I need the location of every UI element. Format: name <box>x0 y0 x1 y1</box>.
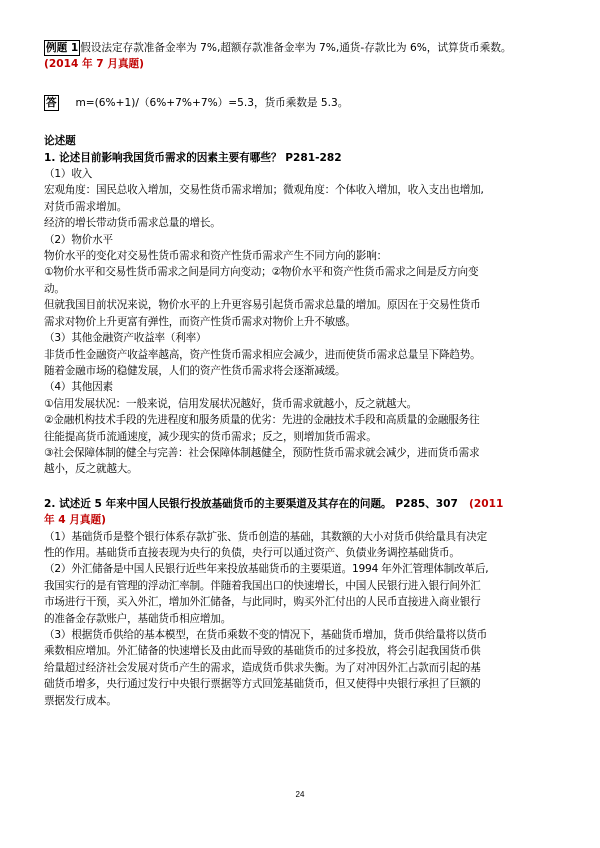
q1-line: 越小，反之就越大。 <box>44 463 138 476</box>
q2-line: 乘数相应增加。外汇储备的快速增长及由此而导致的基础货币的过多投放，将会引起我国货币供 <box>44 645 481 658</box>
example-source: (2014 年 7 月真题) <box>44 58 144 71</box>
q1-line: （2）物价水平 <box>44 233 113 246</box>
q2-title-line <box>44 496 559 512</box>
q1-line: ①信用发展状况：一般来说，信用发展状况越好，货币需求就越小，反之就越大。 <box>44 397 418 410</box>
q1-line: （1）收入 <box>44 168 93 181</box>
q1-line: 但就我国目前状况来说，物价水平的上升更容易引起货币需求总量的增加。原因在于交易性货币 <box>44 299 481 312</box>
q2-line: 市场进行干预，买入外汇，增加外汇储备，与此同时，购买外汇付出的人民币直接进入商业银行 <box>44 596 481 609</box>
q1-line: ③社会保障体制的健全与完善：社会保障体制越健全，预防性货币需求就会减少，进而货币需求 <box>44 446 480 459</box>
q2-line: 给量超过经济社会发展对货币产生的需求，造成货币供求失衡。为了对冲因外汇占款而引起的基 <box>44 661 481 674</box>
q2-source: (2011 <box>469 497 504 510</box>
q2-line: 票据发行成本。 <box>44 694 117 707</box>
q2-content <box>44 529 559 709</box>
q2-line: 我国实行的是有管理的浮动汇率制。伴随着我国出口的快速增长，中国人民银行进入银行间外汇 <box>44 579 481 592</box>
q2-line: （2）外汇储备是中国人民银行近些年来投放基础货币的主要渠道。1994 年外汇管理体制改革后, <box>44 563 489 576</box>
q1-line: 需求对物价上升更富有弹性，而资产性货币需求对物价上升不敏感。 <box>44 315 356 328</box>
q1-line: （3）其他金融资产收益率（利率） <box>44 332 207 345</box>
q1-line: 往能提高货币流通速度，减少现实的货币需求；反之，则增加货币需求。 <box>44 430 377 443</box>
q2-line: （3）根据货币供给的基本模型，在货币乘数不变的情况下，基础货币增加，货币供给量将以货币 <box>44 629 488 641</box>
q1-line: 物价水平的变化对交易性货币需求和资产性货币需求产生不同方向的影响： <box>44 250 387 263</box>
answer-text: m=(6%+1)/（6%+7%+7%）=5.3，货币乘数是 5.3。 <box>75 96 349 109</box>
q1-title: 1. 论述目前影响我国货币需求的因素主要有哪些？ P281-282 <box>44 151 342 164</box>
q2-line: 础货币增多，央行通过发行中央银行票据等方式回笼基础货币，但又使得中央银行承担了巨额的 <box>44 678 481 691</box>
q1-line: 对货币需求增加。 <box>44 200 128 213</box>
example-line <box>44 40 559 56</box>
document-body <box>44 40 559 709</box>
q1-line: 宏观角度：国民总收入增加，交易性货币需求增加；微观角度：个体收入增加，收入支出也增加, <box>44 184 484 197</box>
section-title: 论述题 <box>44 135 76 148</box>
q2-source-continued: 年 4 月真题) <box>44 514 106 527</box>
q1-content <box>44 166 559 478</box>
answer-line <box>44 95 559 111</box>
q1-line: ②金融机构技术手段的先进程度和服务质量的优劣：先进的金融技术手段和高质量的金融服务往 <box>44 414 480 427</box>
q1-line: ①物价水平和交易性货币需求之间是同方向变动；②物价水平和资产性货币需求之间是反方向变 <box>44 266 479 279</box>
q2-line: （1）基础货币是整个银行体系存款扩张、货币创造的基础，其数额的大小对货币供给量具有决定 <box>44 530 488 543</box>
q1-line: 经济的增长带动货币需求总量的增长。 <box>44 217 221 230</box>
example-text: 假设法定存款准备金率为 7%,超额存款准备金率为 7%,通货-存款比为 6%，试算货币乘数。 <box>80 42 512 54</box>
q1-line: 动。 <box>44 282 65 295</box>
q1-line: 随着金融市场的稳健发展，人们的资产性货币需求将会逐渐减缓。 <box>44 364 346 377</box>
q1-line: 非货币性金融资产收益率越高，资产性货币需求相应会减少，进而使货币需求总量呈下降趋势。 <box>44 348 481 361</box>
page-number: 24 <box>295 790 305 799</box>
q2-title: 2. 试述近 5 年来中国人民银行投放基础货币的主要渠道及其存在的问题。 P285、307 <box>44 497 458 510</box>
q2-line: 性的作用。基础货币直接表现为央行的负债，央行可以通过资产、负债业务调控基础货币。 <box>44 546 460 559</box>
q1-line: （4）其他因素 <box>44 381 113 394</box>
q2-line: 的准备金存款账户，基础货币相应增加。 <box>44 612 232 625</box>
example-label: 例题 1 <box>46 42 79 54</box>
answer-label: 答 <box>46 96 57 109</box>
